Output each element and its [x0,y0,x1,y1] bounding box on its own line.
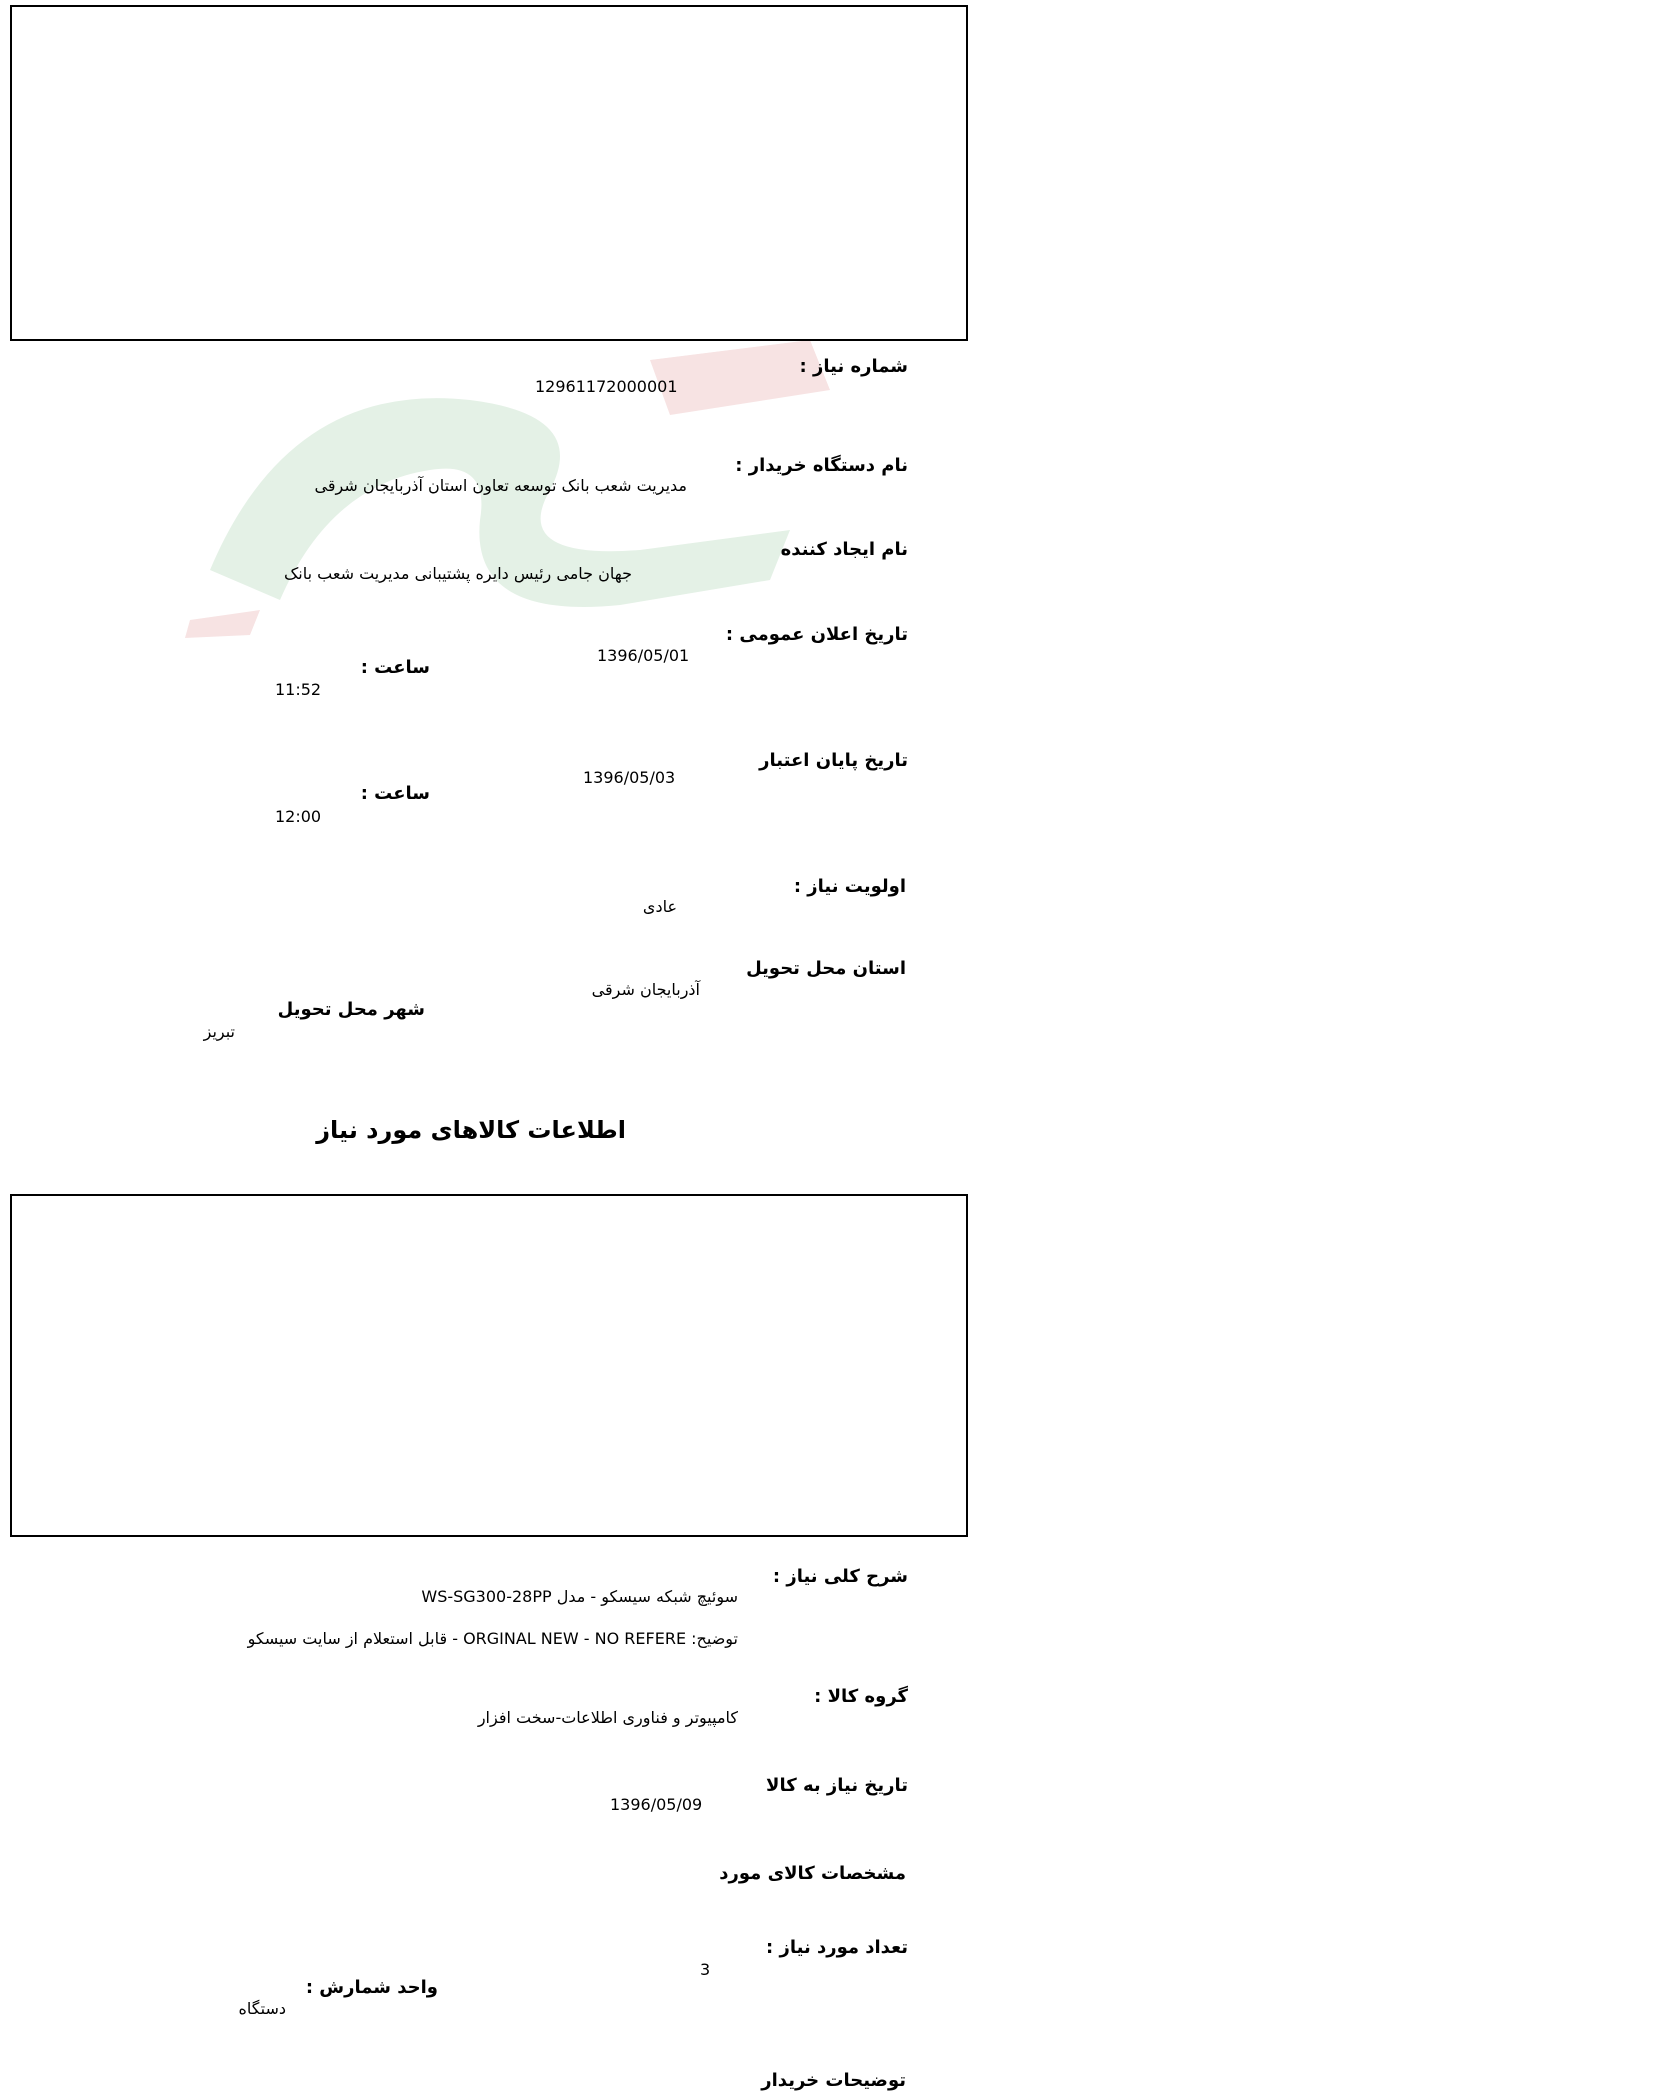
section-title: اطلاعات کالاهای مورد نیاز [316,1115,626,1144]
description-label: شرح کلی نیاز : [772,1565,908,1587]
buyer-org-value: مدیریت شعب بانک توسعه تعاون استان آذربایجان شرقی [314,476,687,496]
expiry-time-label: ساعت : [360,782,430,804]
unit-label: واحد شمارش : [305,1976,438,1998]
need-number-value: 12961172000001 [535,376,678,396]
announce-date-label: تاریخ اعلان عمومی : [725,624,908,646]
delivery-province-label: استان محل تحویل [746,958,906,980]
creator-label: نام ایجاد کننده [780,538,908,560]
delivery-city-value: تبریز [203,1021,235,1041]
goods-info-box [10,1194,968,1537]
buyer-org-label: نام دستگاه خریدار : [735,454,908,476]
need-date-value: 1396/05/09 [610,1794,703,1814]
goods-group-label: گروه کالا : [814,1685,908,1707]
expiry-time-value: 12:00 [275,807,322,827]
announce-date-value: 1396/05/01 [597,645,690,665]
announce-time-label: ساعت : [360,657,430,679]
need-date-label: تاریخ نیاز به کالا [766,1775,908,1797]
quantity-value: 3 [700,1960,711,1980]
expiry-date-label: تاریخ پایان اعتبار [759,749,908,771]
specs-label: مشخصات کالای مورد [719,1863,906,1885]
need-info-box [10,5,968,341]
need-number-label: شماره نیاز : [799,356,908,377]
unit-value: دستگاه [238,1999,286,2019]
creator-value: جهان جامی رئیس دایره پشتیبانی مدیریت شعب بانک [283,564,632,584]
priority-label: اولویت نیاز : [793,876,906,898]
delivery-province-value: آذربایجان شرقی [591,979,700,999]
announce-time-value: 11:52 [275,679,322,699]
buyer-notes-label: توضیحات خریدار [761,2070,906,2092]
goods-group-value: کامپیوتر و فناوری اطلاعات-سخت افزار [477,1708,738,1728]
description-line2: توضیح: ORGINAL NEW - NO REFERE - قابل استعلام از سایت سیسکو [247,1629,738,1649]
quantity-label: تعداد مورد نیاز : [766,1936,908,1958]
description-line1: سوئیچ شبکه سیسکو - مدل WS-SG300-28PP [421,1587,738,1607]
expiry-date-value: 1396/05/03 [583,767,676,787]
priority-value: عادی [642,897,677,917]
delivery-city-label: شهر محل تحویل [277,999,425,1021]
